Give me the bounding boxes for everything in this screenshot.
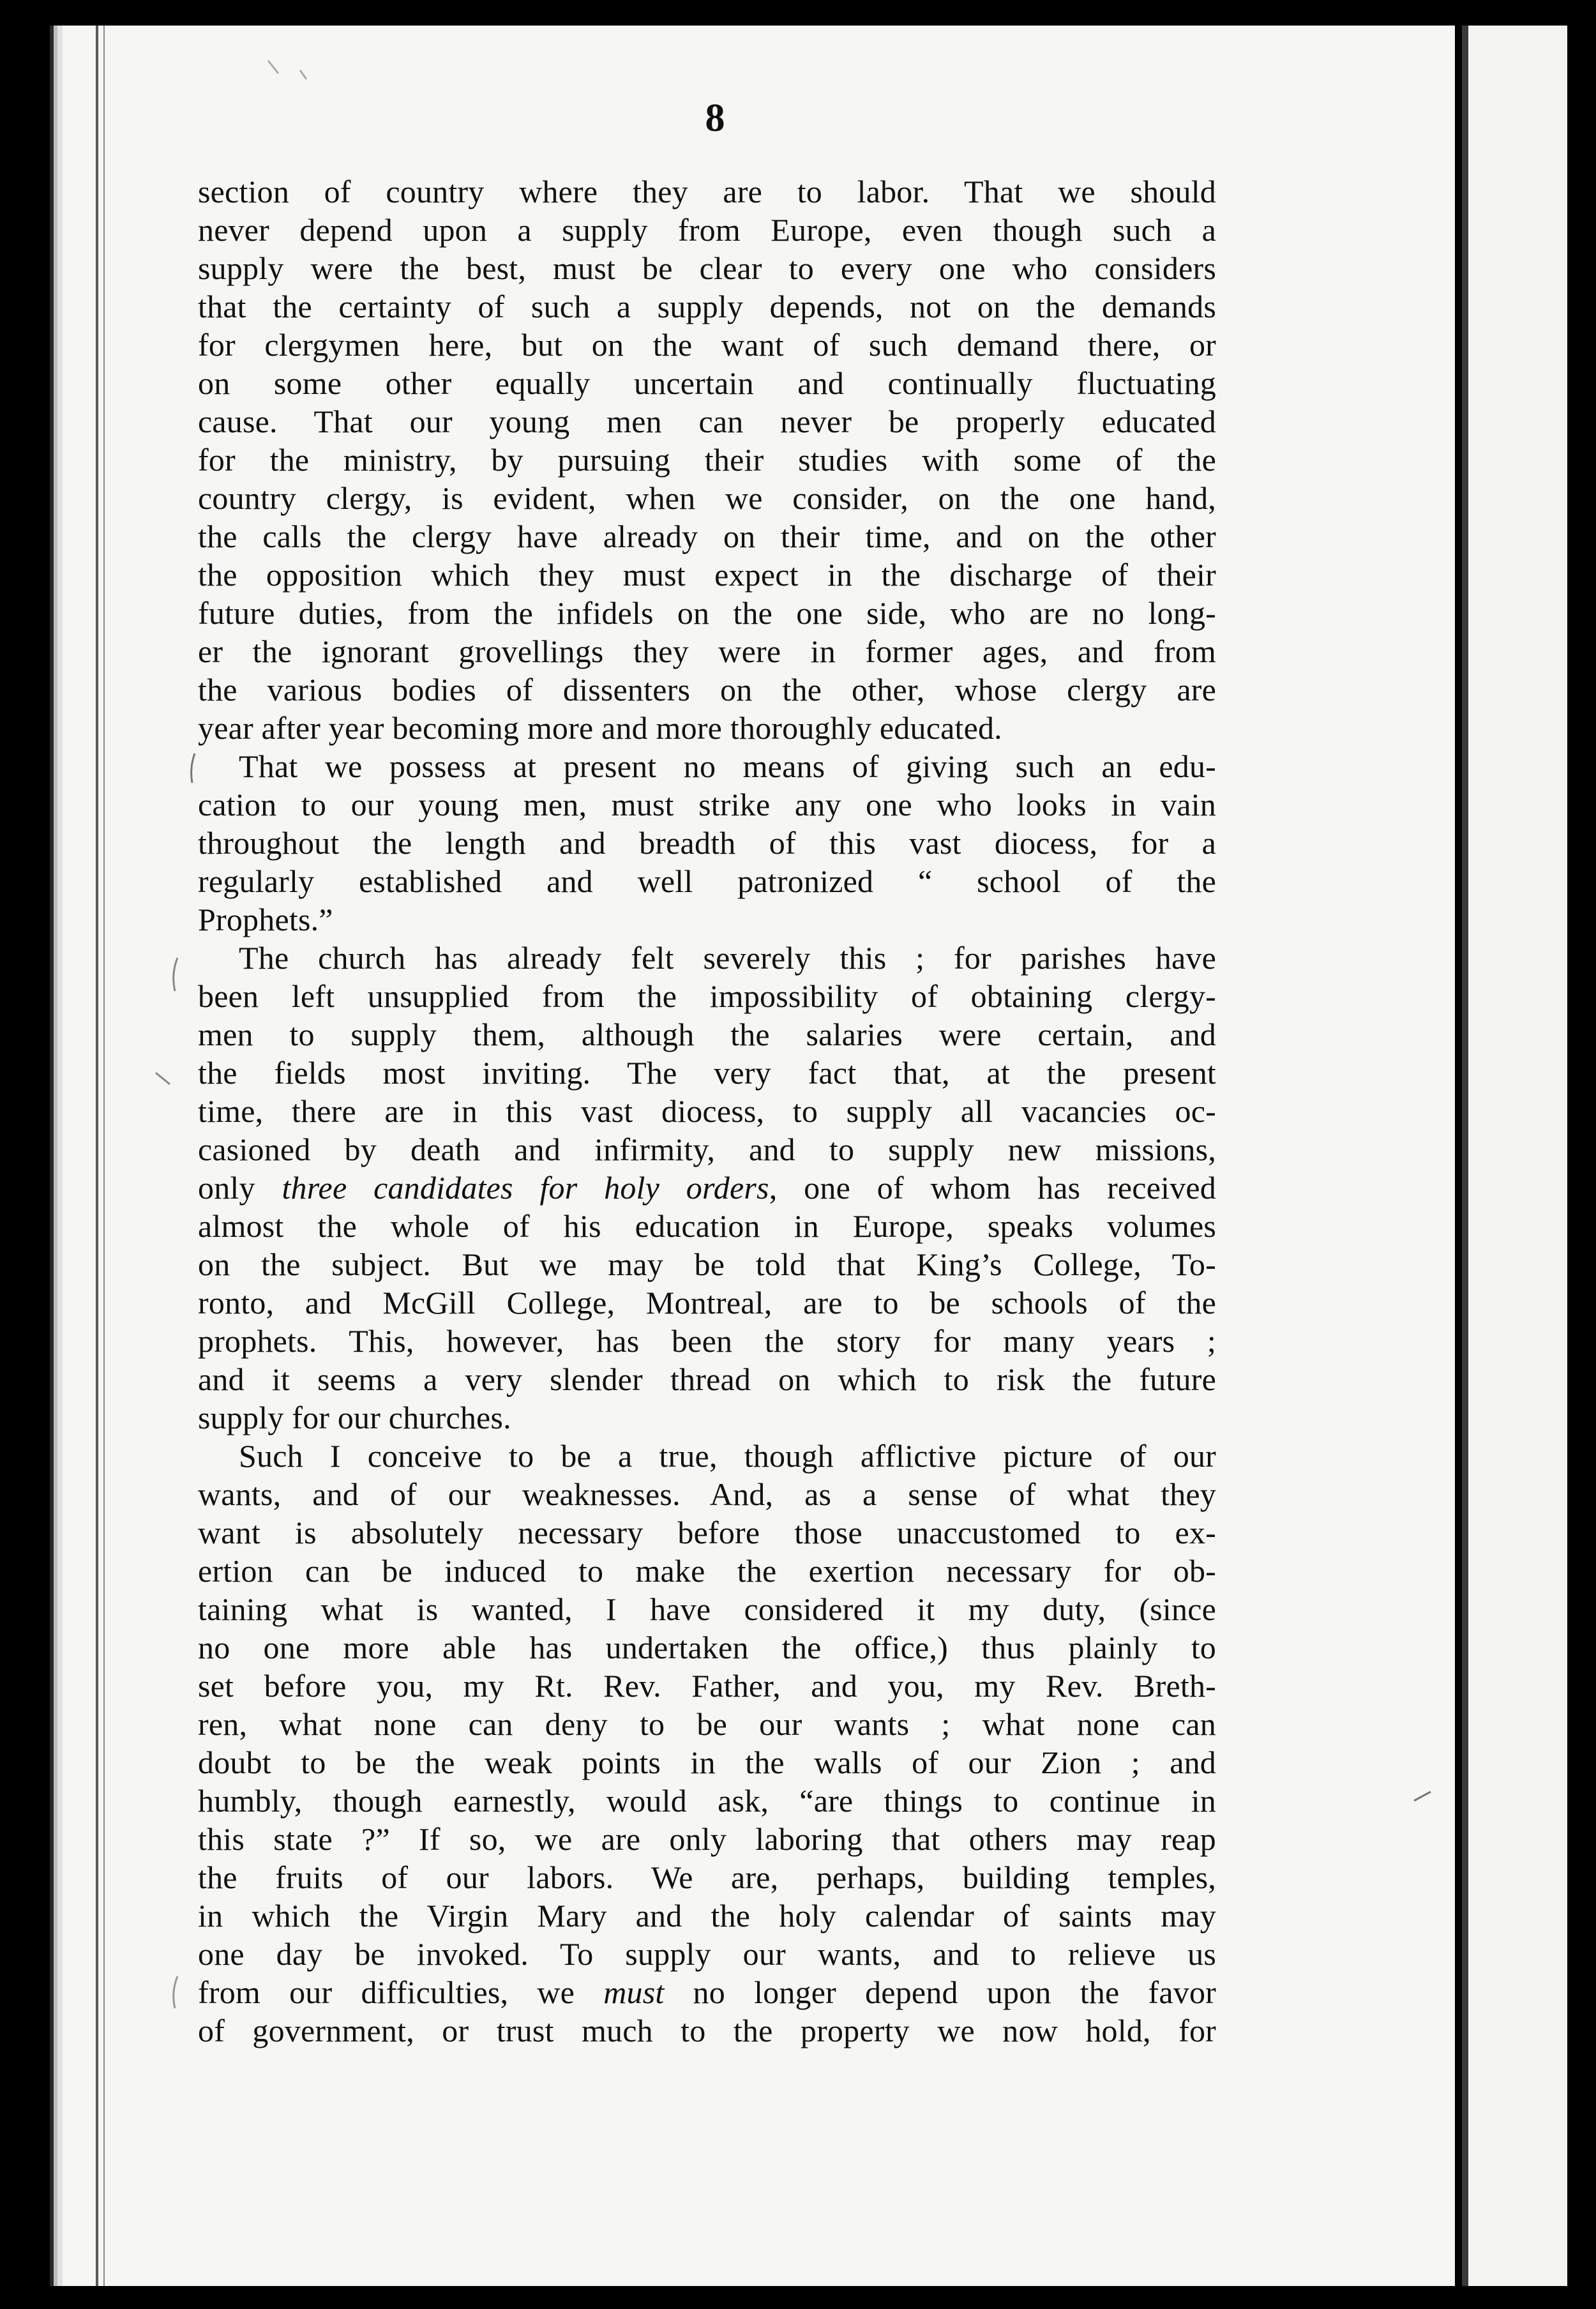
text-segment: only	[198, 1170, 282, 1206]
text-line: time, there are in this vast diocess, to supply all vacancies oc-	[198, 1093, 1216, 1129]
text-line: in which the Virgin Mary and the holy calendar of saints may	[198, 1898, 1216, 1934]
text-line: The church has already felt severely this ; for parishes have	[239, 940, 1216, 976]
text-line: section of country where they are to labor. That we should	[198, 174, 1216, 209]
text-line: cation to our young men, must strike any one who looks in vain	[198, 787, 1216, 822]
text-line: country clergy, is evident, when we consider, on the one hand,	[198, 480, 1216, 516]
text-line: almost the whole of his education in Europe, speaks volumes	[198, 1208, 1216, 1244]
text-line: doubt to be the weak points in the walls of our Zion ; and	[198, 1745, 1216, 1780]
text-line: humbly, though earnestly, would ask, “are things to continue in	[198, 1783, 1216, 1819]
text-line: supply were the best, must be clear to every one who considers	[198, 250, 1216, 286]
page-number: 8	[705, 96, 725, 140]
text-line: been left unsupplied from the impossibility of obtaining clergy-	[198, 978, 1216, 1014]
text-line: future duties, from the infidels on the one side, who are no long-	[198, 595, 1216, 631]
text-line: the fruits of our labors. We are, perhaps, building temples,	[198, 1859, 1216, 1895]
text-line: er the ignorant grovellings they were in former ages, and from	[198, 633, 1216, 669]
text-segment: from our difficulties, we	[198, 1974, 604, 2010]
text-line: wants, and of our weaknesses. And, as a sense of what they	[198, 1476, 1216, 1512]
text-line: prophets. This, however, has been the story for many years ;	[198, 1323, 1216, 1359]
text-line: ronto, and McGill College, Montreal, are to be schools of the	[198, 1285, 1216, 1321]
text-line: ertion can be induced to make the exertion necessary for ob-	[198, 1553, 1216, 1589]
text-line: regularly established and well patronized “ school of the	[198, 863, 1216, 899]
text-line: cause. That our young men can never be properly educated	[198, 404, 1216, 439]
italic-word: must	[603, 1974, 665, 2010]
text-line: the opposition which they must expect in the discharge of their	[198, 557, 1216, 593]
text-line: never depend upon a supply from Europe, even though such a	[198, 212, 1216, 248]
text-line: men to supply them, although the salaries were certain, and	[198, 1017, 1216, 1052]
text-line: one day be invoked. To supply our wants, and to relieve us	[198, 1936, 1216, 1972]
text-line: on some other equally uncertain and continually fluctuating	[198, 365, 1216, 401]
italic-phrase: three candidates for holy orders	[282, 1170, 769, 1206]
margin-mark	[174, 958, 177, 991]
margin-mark	[192, 753, 195, 783]
text-line: Such I conceive to be a true, though afflictive picture of our	[239, 1438, 1216, 1474]
margin-mark	[174, 1976, 177, 2008]
text-line: no one more able has undertaken the office,) thus plainly to	[198, 1630, 1216, 1665]
text-line: for clergymen here, but on the want of such demand there, or	[198, 327, 1216, 363]
text-line: That we possess at present no means of giving such an edu-	[239, 748, 1216, 784]
margin-mark	[1414, 1792, 1431, 1801]
text-line: for the ministry, by pursuing their studies with some of the	[198, 442, 1216, 478]
text-line: throughout the length and breadth of this vast diocess, for a	[198, 825, 1216, 861]
text-line: the fields most inviting. The very fact that, at the present	[198, 1055, 1216, 1091]
text-line: casioned by death and infirmity, and to supply new missions,	[198, 1132, 1216, 1167]
margin-mark	[268, 61, 306, 79]
text-line: that the certainty of such a supply depends, not on the demands	[198, 289, 1216, 324]
text-line: ren, what none can deny to be our wants ; what none can	[198, 1706, 1216, 1742]
text-line: of government, or trust much to the property we now hold, for	[198, 2013, 1216, 2048]
text-line: want is absolutely necessary before those unaccustomed to ex-	[198, 1515, 1216, 1550]
text-line: taining what is wanted, I have considered it my duty, (since	[198, 1591, 1216, 1627]
text-line: set before you, my Rt. Rev. Father, and you, my Rev. Breth-	[198, 1668, 1216, 1704]
text-line: Prophets.”	[198, 902, 333, 937]
text-line: supply for our churches.	[198, 1400, 511, 1435]
text-line: the various bodies of dissenters on the other, whose clergy are	[198, 672, 1216, 708]
text-line: the calls the clergy have already on their time, and on the other	[198, 519, 1216, 554]
text-line: year after year becoming more and more thoroughly educated.	[198, 710, 1002, 746]
text-line: on the subject. But we may be told that King’s College, To-	[198, 1246, 1216, 1282]
text-segment: , one of whom has received	[769, 1170, 1216, 1206]
text-line: and it seems a very slender thread on which to risk the future	[198, 1361, 1216, 1397]
margin-mark	[156, 1073, 170, 1084]
text-line: this state ?” If so, we are only laboring that others may reap	[198, 1821, 1216, 1857]
text-segment: no longer depend upon the favor	[664, 1974, 1216, 2010]
